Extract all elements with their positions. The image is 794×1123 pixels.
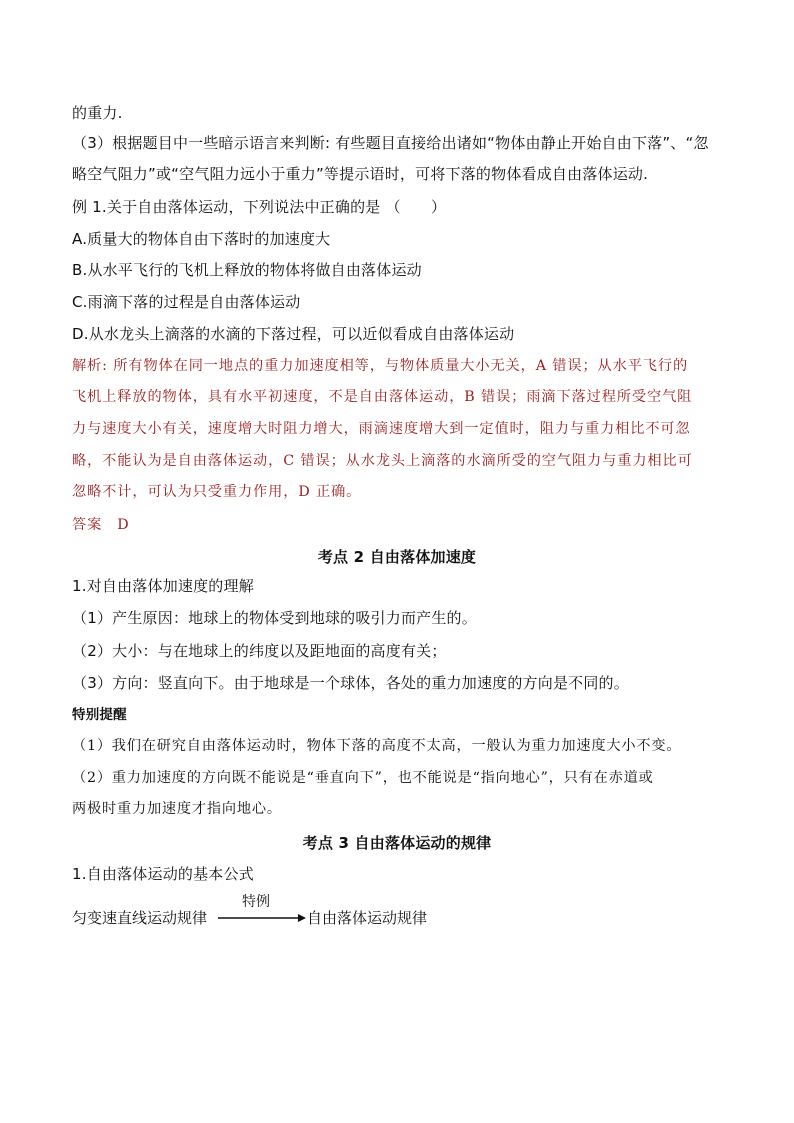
relation-left-text: 匀变速直线运动规律 [72,909,208,927]
relation-right-text: 自由落体运动规律 [307,909,428,927]
option-c: C.雨滴下落的过程是自由落体运动 [72,293,301,311]
analysis-line: 略，不能认为是自由落体运动，C 错误；从水龙头上滴落的水滴所受的空气阻力与重力相比可 [72,453,693,469]
formula-relation [72,894,572,930]
analysis-line: 力与速度大小有关，速度增大时阻力增大，雨滴速度增大到一定值时，阻力与重力相比不可忽 [72,421,691,437]
analysis-line: 飞机上释放的物体，具有水平初速度，不是自由落体运动，B 错误；雨滴下落过程所受空气阻 [72,389,693,405]
option-b: B.从水平飞行的飞机上释放的物体将做自由落体运动 [72,261,422,279]
section-intro: 1.对自由落体加速度的理解 [72,577,254,595]
list-item: （2）大小：与在地球上的纬度以及距地面的高度有关； [72,642,447,660]
tip-title: 特别提醒 [72,707,127,723]
tip-line: （1）我们在研究自由落体运动时，物体下落的高度不太高，一般认为重力加速度大小不变。 [72,738,682,754]
relation-arrow-label: 特例 [242,894,270,910]
section-heading: 考点 2 自由落体加速度 [317,548,477,566]
list-item: （1）产生原因：地球上的物体受到地球的吸引力而产生的。 [72,609,477,627]
section-intro: 1.自由落体运动的基本公式 [72,865,254,883]
analysis-line: 解析: 所有物体在同一地点的重力加速度相等，与物体质量大小无关，A 错误；从水平飞行的 [72,358,689,374]
analysis-line: 忽略不计，可认为只受重力作用，D 正确。 [72,484,362,500]
question-stem: 例 1.关于自由落体运动，下列说法中正确的是 （ ） [72,198,447,216]
right-arrow-icon [218,913,306,923]
text-line: 的重力. [72,104,123,122]
tip-line: 两极时重力加速度才指向地心。 [72,801,282,817]
option-a: A.质量大的物体自由下落时的加速度大 [72,230,331,248]
answer-line: 答案 D [72,517,130,533]
option-d: D.从水龙头上滴落的水滴的下落过程，可以近似看成自由落体运动 [72,325,515,343]
section-heading: 考点 3 自由落体运动的规律 [302,834,492,852]
text-line: 略空气阻力”或“空气阻力远小于重力”等提示语时，可将下落的物体看成自由落体运动. [72,165,649,183]
list-item: （3）方向：竖直向下。由于地球是一个球体，各处的重力加速度的方向是不同的。 [72,674,629,692]
text-line: （3）根据题目中一些暗示语言来判断: 有些题目直接给出诸如“物体由静止开始自由下落”、“忽 [72,134,709,152]
tip-line: （2）重力加速度的方向既不能说是“垂直向下”，也不能说是“指向地心”，只有在赤道或 [72,770,654,786]
